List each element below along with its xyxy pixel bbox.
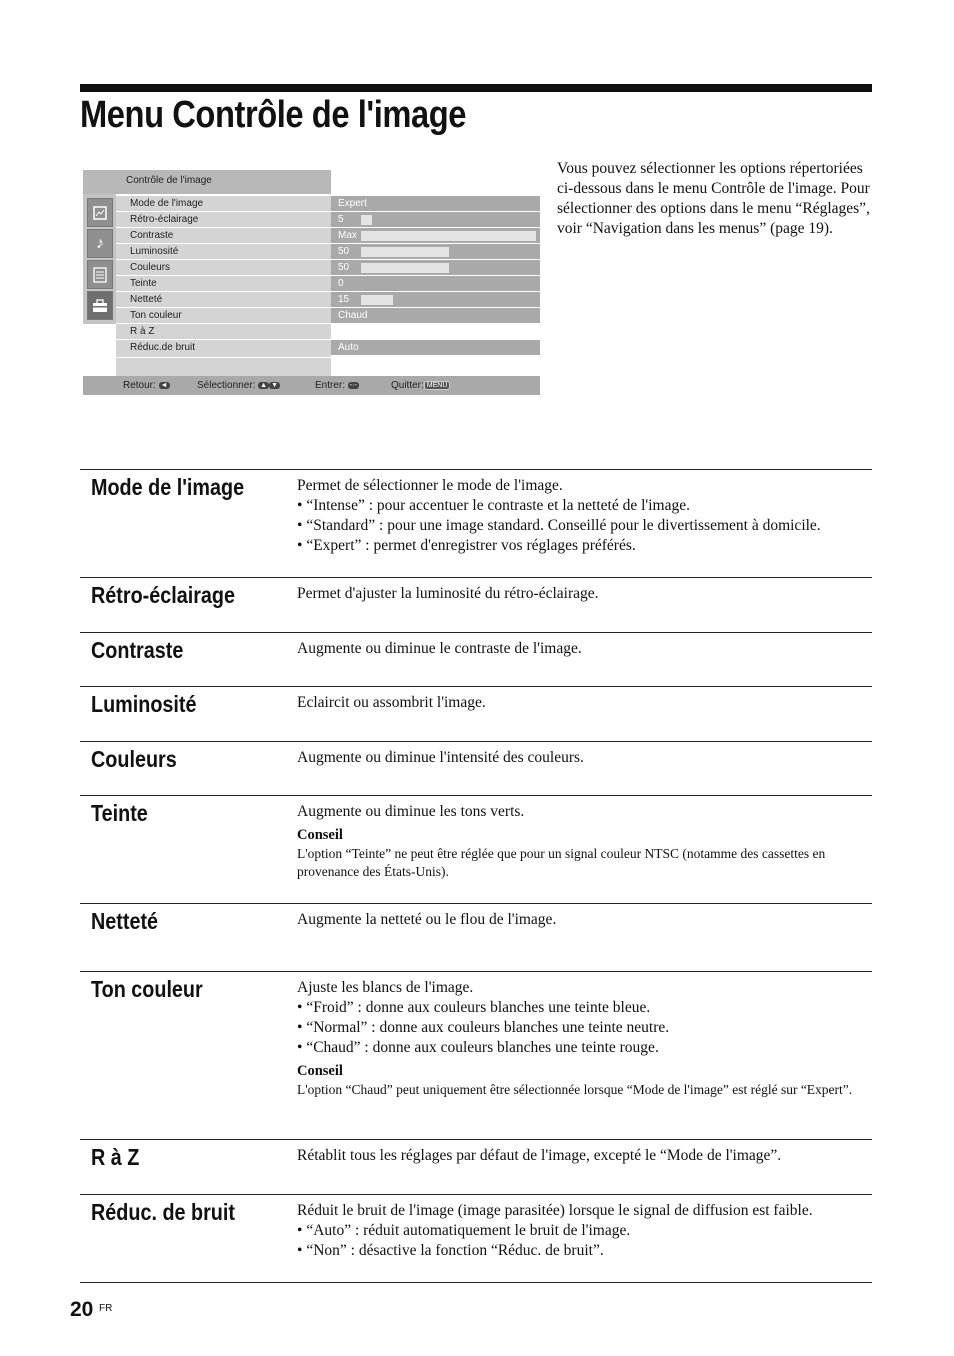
osd-row-value-text: Expert	[338, 198, 367, 209]
osd-row-value-text: 15	[338, 294, 350, 305]
definition-term: Réduc. de bruit	[91, 1199, 235, 1225]
osd-footer	[83, 376, 540, 395]
definition-term: Rétro-éclairage	[91, 582, 236, 608]
osd-row-label: Rétro-éclairage	[116, 212, 331, 228]
osd-row-value	[331, 228, 540, 244]
definition-bullet: • “Normal” : donne aux couleurs blanches une teinte neutre.	[297, 1019, 670, 1036]
osd-row-value-text: Auto	[338, 342, 359, 353]
osd-level-bar	[361, 263, 449, 273]
osd-row-value	[331, 276, 540, 292]
bullet-icon: •	[297, 1039, 307, 1056]
definition-text: Rétablit tous les réglages par défaut de l'image, excepté le “Mode de l'image”.	[297, 1147, 782, 1164]
definition-bullet: • “Auto” : réduit automatiquement le bruit de l'image.	[297, 1222, 631, 1239]
up-arrow-icon: ▲	[260, 381, 268, 389]
osd-row-value-text: 50	[338, 246, 350, 257]
bullet-icon: •	[297, 1222, 307, 1239]
definition-term: Ton couleur	[91, 976, 203, 1002]
osd-row-value	[331, 324, 540, 340]
definition-body	[297, 910, 877, 930]
osd-row-label: Couleurs	[116, 260, 331, 276]
definition-row	[80, 469, 872, 577]
definition-body	[297, 978, 877, 1099]
bullet-icon: •	[297, 1242, 307, 1259]
definition-body	[297, 1201, 877, 1261]
osd-back-hint: Retour: ◄	[123, 380, 168, 391]
osd-row-label: Netteté	[116, 292, 331, 308]
osd-level-bar	[361, 231, 536, 241]
osd-enter-hint: Entrer: -·-	[315, 380, 357, 391]
osd-footer-spacer	[116, 358, 331, 376]
definition-text: Permet d'ajuster la luminosité du rétro-éclairage.	[297, 585, 599, 602]
osd-row-value	[331, 244, 540, 260]
picture-icon	[87, 198, 113, 227]
definition-body	[297, 476, 877, 556]
bottom-rule	[80, 1282, 872, 1283]
bullet-icon: •	[297, 1019, 307, 1036]
osd-select-hint: Sélectionner: ▲ ▼	[197, 380, 279, 391]
bullet-icon: •	[297, 497, 307, 514]
osd-header-title: Contrôle de l'image	[126, 175, 212, 186]
definition-row	[80, 1139, 872, 1194]
osd-row-label: Ton couleur	[116, 308, 331, 324]
definition-term: Mode de l'image	[91, 474, 245, 500]
osd-row-value-text: Chaud	[338, 310, 368, 321]
definition-row	[80, 971, 872, 1139]
menu-key-icon: MENU	[424, 381, 451, 390]
intro-paragraph: Vous pouvez sélectionner les options répertoriées ci-dessous dans le menu Contrôle de l'image. Pour sélectionner des options dans le menu “Réglages”, voir “Navigation dans les menus” (page 19).	[557, 160, 870, 237]
definition-body	[297, 693, 877, 713]
bullet-icon: •	[297, 999, 307, 1016]
osd-quit-hint: Quitter: MENU	[391, 380, 450, 391]
definition-text: Augmente ou diminue les tons verts.	[297, 803, 525, 820]
tip-text: L'option “Teinte” ne peut être réglée que pour un signal couleur NTSC (notamme des cassettes en provenance des États-Unis).	[297, 846, 826, 879]
definition-text: Augmente ou diminue l'intensité des couleurs.	[297, 749, 584, 766]
bullet-icon: •	[297, 537, 307, 554]
page-number: 20	[70, 1298, 94, 1321]
definition-text: Augmente la netteté ou le flou de l'image.	[297, 911, 557, 928]
osd-row-value-text: 50	[338, 262, 350, 273]
definition-bullet: • “Froid” : donne aux couleurs blanches une teinte bleue.	[297, 999, 651, 1016]
tip-title: Conseil	[297, 827, 343, 843]
osd-row-value	[331, 260, 540, 276]
page-language: FR	[99, 1303, 113, 1314]
definition-body	[297, 584, 877, 604]
osd-row-label: Teinte	[116, 276, 331, 292]
definition-bullet: • “Intense” : pour accentuer le contraste et la netteté de l'image.	[297, 497, 690, 514]
definition-text: Augmente ou diminue le contraste de l'image.	[297, 640, 582, 657]
list-icon	[87, 260, 113, 289]
definition-row	[80, 741, 872, 795]
definition-body	[297, 802, 877, 881]
osd-row-value-text: Max	[338, 230, 357, 241]
definition-term: Luminosité	[91, 691, 197, 717]
osd-row-value	[331, 196, 540, 212]
osd-level-bar	[361, 247, 449, 257]
osd-level-bar	[361, 295, 393, 305]
osd-row-label: Luminosité	[116, 244, 331, 260]
definition-term: R à Z	[91, 1144, 140, 1170]
title-rule	[80, 84, 872, 92]
definition-row	[80, 1194, 872, 1282]
back-arrow-icon: ◄	[160, 381, 168, 389]
definition-term: Netteté	[91, 908, 159, 934]
definition-bullet: • “Chaud” : donne aux couleurs blanches une teinte rouge.	[297, 1039, 659, 1056]
definition-row	[80, 795, 872, 903]
definitions-table	[80, 469, 872, 1282]
osd-row-value-text: 0	[338, 278, 344, 289]
osd-labels-column	[116, 196, 331, 358]
music-note-icon: ♪	[87, 229, 113, 258]
definition-row	[80, 903, 872, 971]
osd-row-value	[331, 308, 540, 324]
osd-row-label: Réduc.de bruit	[116, 340, 331, 358]
definition-text: Réduit le bruit de l'image (image parasitée) lorsque le signal de diffusion est faible.	[297, 1202, 813, 1219]
definition-body	[297, 1146, 877, 1166]
definition-bullet: • “Expert” : permet d'enregistrer vos réglages préférés.	[297, 537, 636, 554]
osd-menu-screenshot	[83, 170, 540, 395]
osd-row-value	[331, 340, 540, 356]
osd-row-label: Contraste	[116, 228, 331, 244]
osd-row-label: R à Z	[116, 324, 331, 340]
definition-term: Teinte	[91, 800, 148, 826]
enter-key-icon: -·-	[349, 381, 357, 389]
definition-row	[80, 632, 872, 686]
osd-icon-bar	[83, 194, 116, 324]
tip-title: Conseil	[297, 1063, 343, 1079]
toolbox-icon	[87, 291, 113, 320]
definition-text: Ajuste les blancs de l'image.	[297, 979, 474, 996]
osd-level-bar	[361, 215, 372, 225]
definition-row	[80, 686, 872, 741]
definition-text: Permet de sélectionner le mode de l'image.	[297, 477, 563, 494]
definition-body	[297, 748, 877, 768]
definition-body	[297, 639, 877, 659]
definition-bullet: • “Non” : désactive la fonction “Réduc. de bruit”.	[297, 1242, 604, 1259]
tip-text: L'option “Chaud” peut uniquement être sélectionnée lorsque “Mode de l'image” est réglé sur “Expert”.	[297, 1082, 853, 1097]
osd-row-value	[331, 292, 540, 308]
osd-header	[83, 170, 331, 194]
bullet-icon: •	[297, 517, 307, 534]
definition-term: Contraste	[91, 637, 184, 663]
definition-row	[80, 577, 872, 632]
down-arrow-icon: ▼	[271, 381, 279, 389]
definition-bullet: • “Standard” : pour une image standard. Conseillé pour le divertissement à domicile.	[297, 517, 821, 534]
definition-text: Eclaircit ou assombrit l'image.	[297, 694, 486, 711]
osd-row-value	[331, 212, 540, 228]
page-title: Menu Contrôle de l'image	[80, 94, 467, 136]
osd-values-column	[331, 196, 540, 356]
osd-row-value-text: 5	[338, 214, 344, 225]
definition-term: Couleurs	[91, 746, 177, 772]
osd-row-label: Mode de l'image	[116, 196, 331, 212]
